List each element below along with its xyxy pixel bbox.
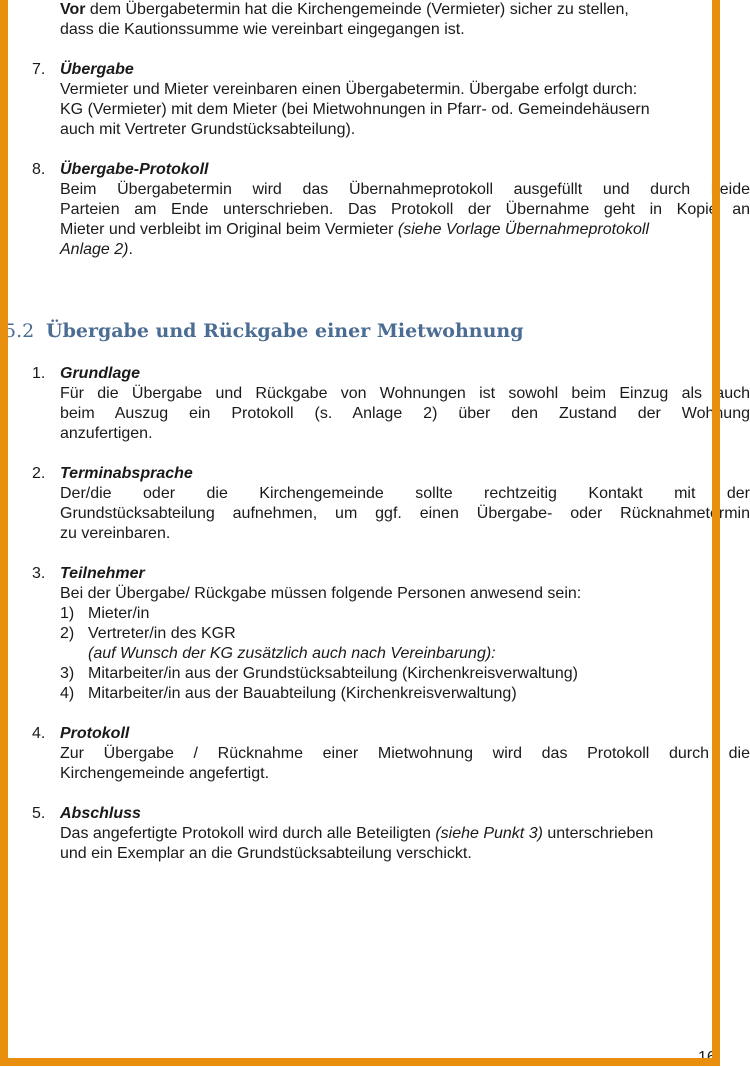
s4-title: Protokoll — [60, 725, 130, 742]
s5-line-1-text: Das angefertigte Protokoll wird durch alle Beteiligten — [60, 825, 436, 842]
item-8-line-2: Parteien am Ende unterschrieben. Das Protokoll der Übernahme geht in Kopie an — [60, 201, 750, 218]
continuation-line-1 — [60, 0, 629, 20]
s5-point-reference: (siehe Punkt 3) — [435, 825, 543, 842]
s5-title: Abschluss — [60, 805, 141, 822]
item-7-line-1: Vermieter und Mieter vereinbaren einen Übergabetermin. Übergabe erfolgt durch: — [60, 81, 638, 98]
person-item: Mitarbeiter/in aus der Grundstücksabteilung (Kirchenkreisverwaltung) — [88, 665, 578, 682]
continuation-line-2: dass die Kautionssumme wie vereinbart eingegangen ist. — [60, 21, 465, 38]
s5-number: 5. — [32, 805, 46, 822]
section-number: 5.2 — [4, 320, 35, 342]
item-8-number: 8. — [32, 161, 46, 178]
s1-number: 1. — [32, 365, 46, 382]
person-number: 1) — [60, 605, 75, 622]
continuation-bold-word: Vor — [60, 1, 86, 18]
person-number: 3) — [60, 665, 75, 682]
item-8-line-1: Beim Übergabetermin wird das Übernahmeprotokoll ausgefüllt und durch beide — [60, 181, 750, 198]
s3-intro: Bei der Übergabe/ Rückgabe müssen folgende Personen anwesend sein: — [60, 585, 582, 602]
person-note: (auf Wunsch der KG zusätzlich auch nach Vereinbarung): — [88, 645, 496, 662]
s4-number: 4. — [32, 725, 46, 742]
item-8-template-reference: (siehe Vorlage Übernahmeprotokoll — [397, 221, 650, 238]
continuation-line-1-text: dem Übergabetermin hat die Kirchengemeinde (Vermieter) sicher zu stellen, — [85, 1, 629, 18]
item-8-line-3 — [60, 220, 649, 240]
s1-title: Grundlage — [60, 365, 141, 382]
s2-title: Terminabsprache — [60, 465, 193, 482]
item-8-title: Übergabe-Protokoll — [60, 161, 209, 178]
item-8-attachment-reference: Anlage 2) — [60, 241, 129, 258]
s1-line-3: anzufertigen. — [60, 425, 153, 442]
item-7-title: Übergabe — [60, 61, 134, 78]
s4-line-1: Zur Übergabe / Rücknahme einer Mietwohnung wird das Protokoll durch die — [60, 745, 750, 762]
section-heading — [4, 318, 524, 344]
person-item: Mitarbeiter/in aus der Bauabteilung (Kirchenkreisverwaltung) — [88, 685, 517, 702]
s1-line-2: beim Auszug ein Protokoll (s. Anlage 2) über den Zustand der Wohnung — [60, 405, 750, 422]
person-item: Vertreter/in des KGR — [88, 625, 236, 642]
item-8-line-4-end: . — [128, 241, 133, 258]
item-8-line-3-text: Mieter und verbleibt im Original beim Vermieter — [60, 221, 398, 238]
item-8-line-4 — [60, 240, 133, 260]
s1-line-1: Für die Übergabe und Rückgabe von Wohnungen ist sowohl beim Einzug als auch — [60, 385, 750, 402]
s2-line-1: Der/die oder die Kirchengemeinde sollte rechtzeitig Kontakt mit der — [60, 485, 750, 502]
person-item: Mieter/in — [88, 605, 150, 622]
s4-line-2: Kirchengemeinde angefertigt. — [60, 765, 270, 782]
person-number: 2) — [60, 625, 75, 642]
s2-number: 2. — [32, 465, 46, 482]
item-7-number: 7. — [32, 61, 46, 78]
section-title: Übergabe und Rückgabe einer Mietwohnung — [46, 320, 524, 342]
item-7-line-3: auch mit Vertreter Grundstücksabteilung). — [60, 121, 356, 138]
s2-line-2: Grundstücksabteilung aufnehmen, um ggf. einen Übergabe- oder Rücknahmetermin — [60, 505, 750, 522]
s3-number: 3. — [32, 565, 46, 582]
item-7-line-2: KG (Vermieter) mit dem Mieter (bei Mietwohnungen in Pfarr- od. Gemeindehäusern — [60, 101, 650, 118]
s5-line-2: und ein Exemplar an die Grundstücksabteilung verschickt. — [60, 845, 472, 862]
s5-line-1-end: unterschrieben — [542, 825, 654, 842]
s5-line-1 — [60, 824, 653, 844]
person-number: 4) — [60, 685, 75, 702]
page-number: 16 — [698, 1049, 716, 1066]
s2-line-3: zu vereinbaren. — [60, 525, 171, 542]
s3-title: Teilnehmer — [60, 565, 145, 582]
